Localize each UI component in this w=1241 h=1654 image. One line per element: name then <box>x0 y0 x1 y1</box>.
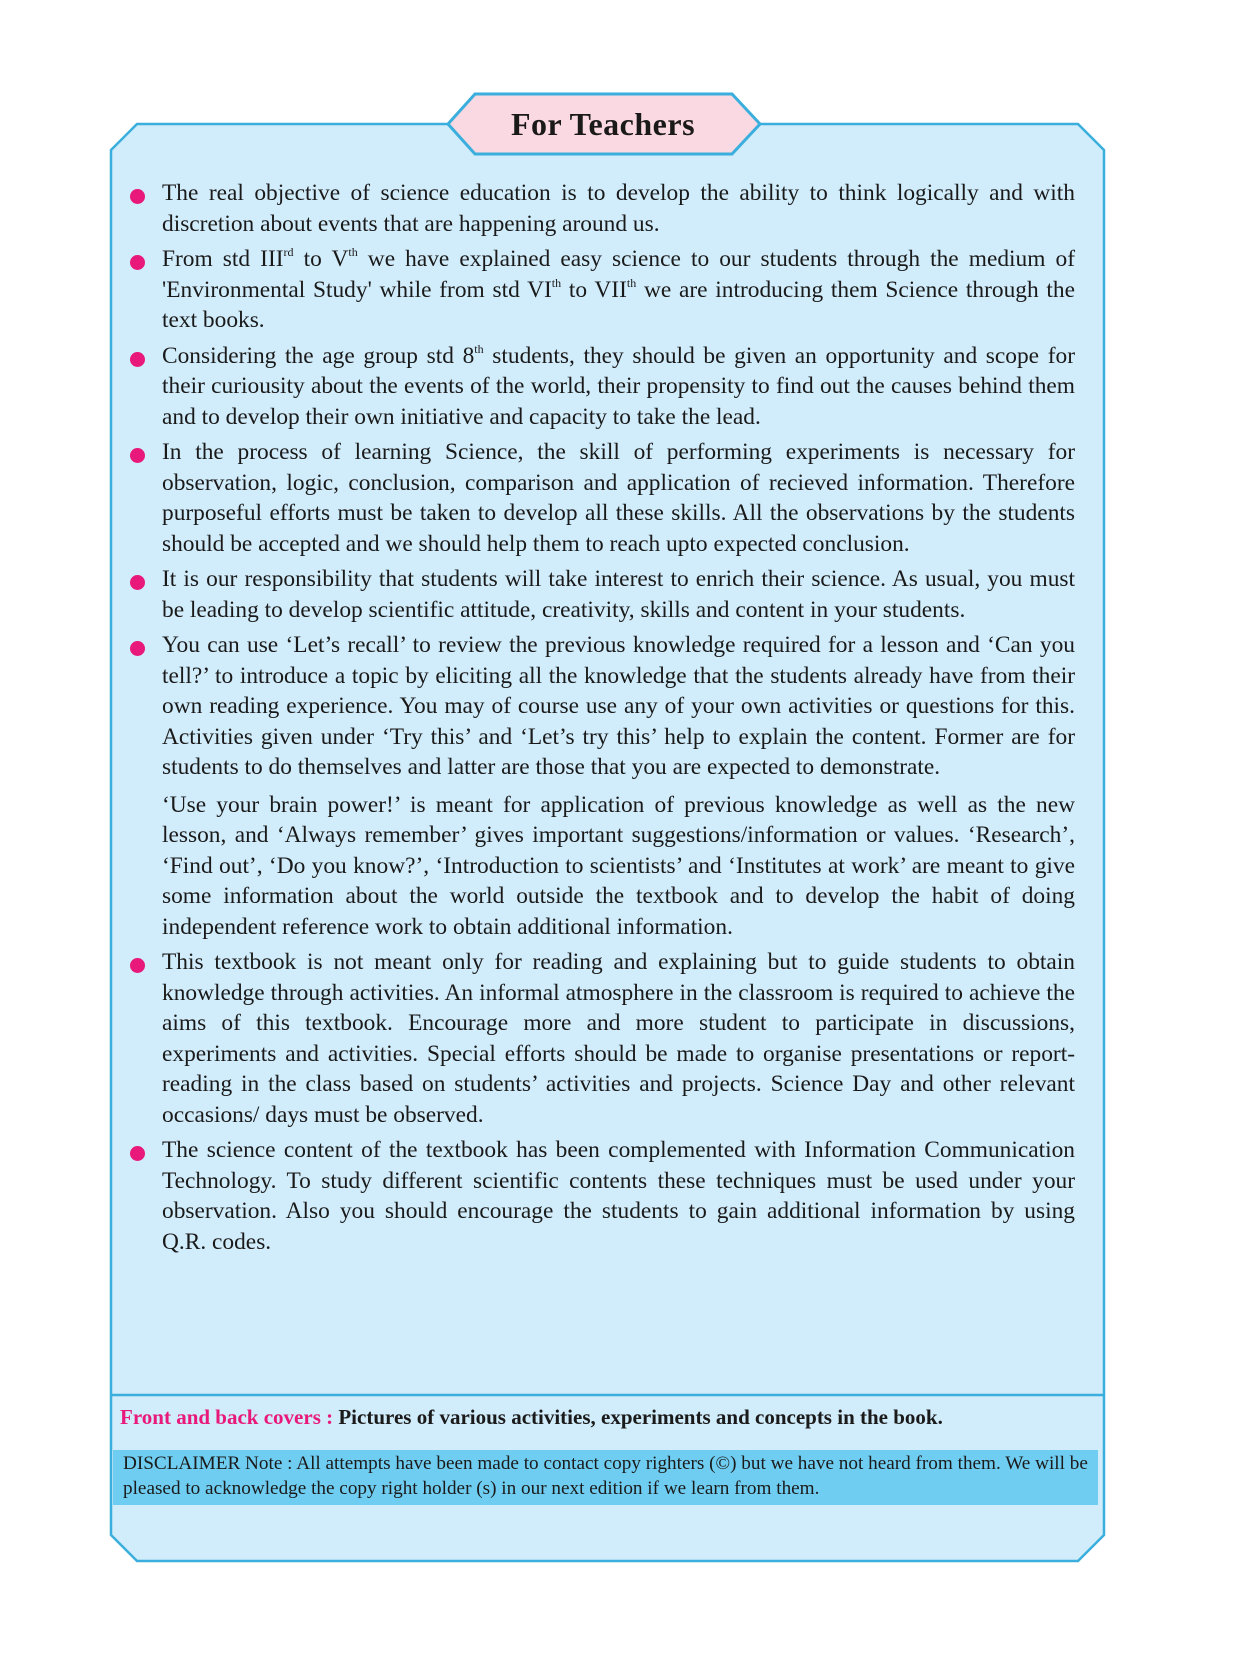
list-item-text: Considering the age group std 8th students, they should be given an opportunity and scope for their curiousity about the events of the world, their propensity to find out the causes behind them and to develop their own initiative and capacity to take the lead. <box>162 341 1075 430</box>
list-item <box>130 947 1075 1130</box>
list-item <box>130 437 1075 559</box>
list-item-continuation: ‘Use your brain power!’ is meant for application of previous knowledge as well as the new lesson, and ‘Always remember’ gives important suggestions/information or values. ‘Research’, ‘Find out’, ‘Do you know?’, ‘Introduction to scientists’ and ‘Institutes at work’ are meant to give some information about the world outside the textbook and to develop the habit of doing independent reference work to obtain additional information. <box>162 791 1075 940</box>
bullet-icon <box>130 255 145 270</box>
list-item <box>130 178 1075 239</box>
list-item <box>130 564 1075 625</box>
bullet-icon <box>130 189 145 204</box>
page-title: For Teachers <box>510 105 696 142</box>
list-item-text: In the process of learning Science, the skill of performing experiments is necessary for observation, logic, conclusion, comparison and application of recieved information. Therefore purposeful efforts must be taken to develop all these skills. All the observations by the students should be accepted and we should help them to reach upto expected conclusion. <box>162 439 1075 557</box>
list-item-text: This textbook is not meant only for reading and explaining but to guide students to obtain knowledge through activities. An informal atmosphere in the classroom is required to achieve the aims of this textbook. Encourage more and more student to participate in discussions, experiments and activities. Special efforts should be made to organise presentations or report-reading in the class based on students’ activities and projects. Science Day and other relevant occasions/ days must be observed. <box>162 949 1075 1128</box>
bullet-icon <box>130 352 145 367</box>
disclaimer-text: DISCLAIMER Note : All attempts have been made to contact copy righters (©) but we have not heard from them. We will be pleased to acknowledge the copy right holder (s) in our next edition if we learn from them. <box>123 1453 1088 1499</box>
list-item-text: From std IIIrd to Vth we have explained easy science to our students through the medium of 'Environmental Study' while from std VIth to VIIth we are introducing them Science through the text books. <box>162 245 1075 333</box>
bullet-icon <box>130 448 145 463</box>
list-item-text: The science content of the textbook has been complemented with Information Communication Technology. To study different scientific contents these techniques must be used under your observation. Also you should encourage the students to gain additional information by using Q.R. codes. <box>162 1137 1075 1255</box>
covers-note-text: Pictures of various activities, experiments and concepts in the book. <box>338 1405 943 1429</box>
disclaimer-box <box>113 1450 1098 1505</box>
bullet-icon <box>130 1146 145 1161</box>
list-item-text: The real objective of science education is to develop the ability to think logically and with discretion about events that are happening around us. <box>162 180 1075 237</box>
teacher-notes-list <box>130 178 1075 1262</box>
bullet-icon <box>130 641 145 656</box>
list-item <box>130 244 1075 336</box>
bullet-icon <box>130 575 145 590</box>
list-item <box>130 341 1075 433</box>
list-item <box>130 630 1075 942</box>
bullet-icon <box>130 958 145 973</box>
list-item-text: It is our responsibility that students will take interest to enrich their science. As usual, you must be leading to develop scientific attitude, creativity, skills and content in your students. <box>162 566 1075 623</box>
covers-note <box>120 1402 1065 1432</box>
list-item <box>130 1135 1075 1257</box>
list-item-text: You can use ‘Let’s recall’ to review the previous knowledge required for a lesson and ‘Can you tell?’ to introduce a topic by eliciting all the knowledge that the students already have from their own reading experience. You may of course use any of your own activities or questions for this. Activities given under ‘Try this’ and ‘Let’s try this’ help to explain the content. Former are for students to do themselves and latter are those that you are expected to demonstrate. <box>162 632 1075 780</box>
covers-note-label: Front and back covers : <box>120 1405 339 1429</box>
